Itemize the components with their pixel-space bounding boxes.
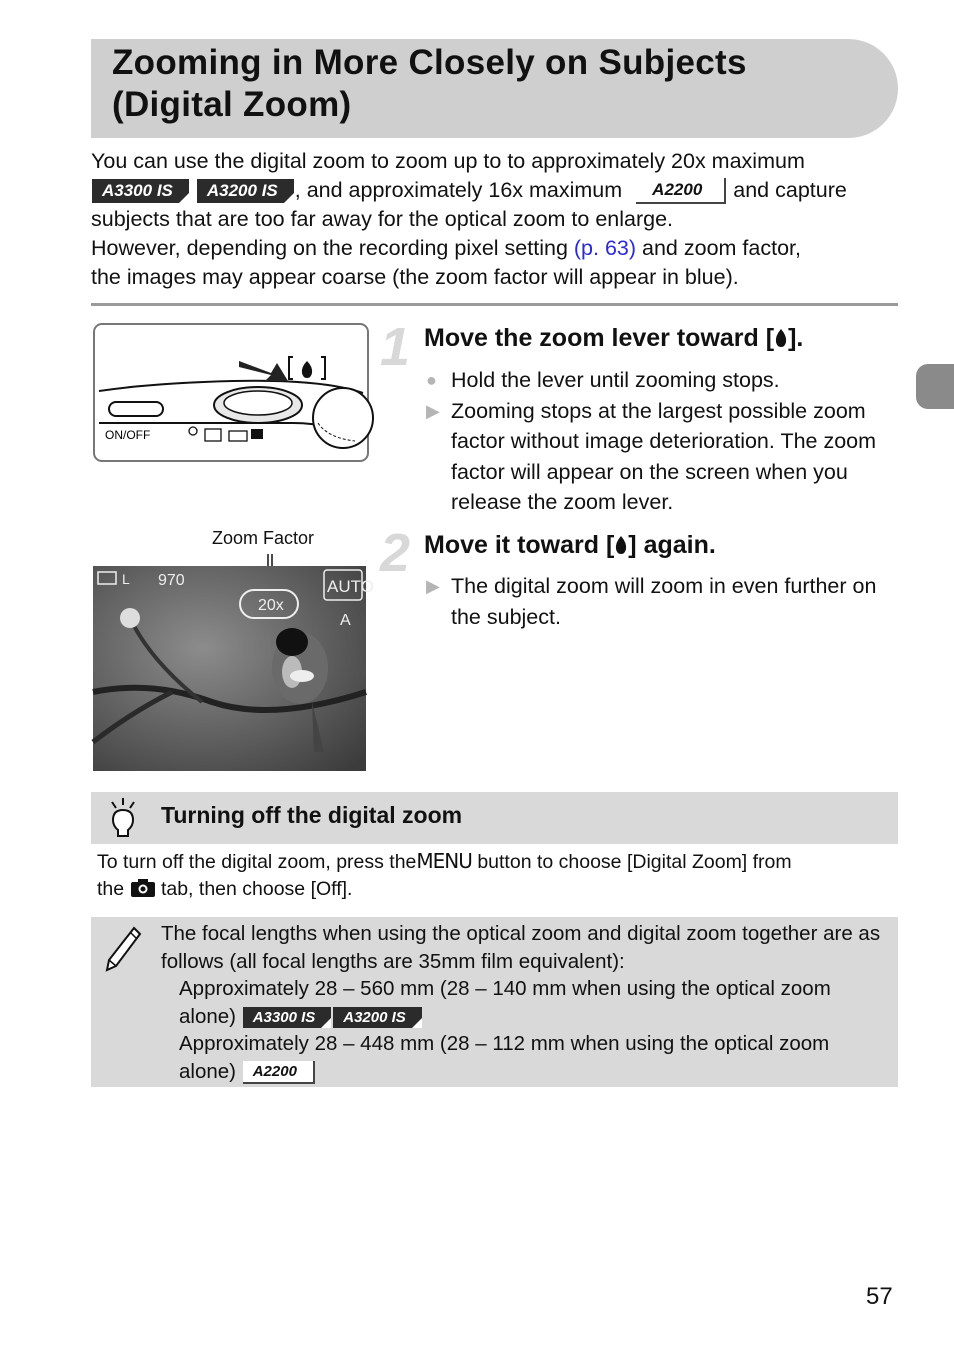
section-divider [91,303,898,306]
page-title [112,42,872,126]
step-1-heading-end: ]. [788,324,804,352]
tip-title: Turning off the digital zoom [161,802,463,828]
intro-line2-mid: , and approximately 16x maximum [294,178,623,202]
lightbulb-icon [108,796,138,840]
list-item: ▶ The digital zoom will zoom in even further on the subject. [424,571,899,632]
intro-line3: subjects that are too far away for the optical zoom to enlarge. [91,207,674,231]
intro-paragraph [91,147,901,292]
screen-zoom-factor: 20x [258,597,284,614]
model-badge-a2200: A2200 [636,178,726,204]
camera-icon [130,878,156,898]
intro-line5: the images may appear coarse (the zoom factor will appear in blue). [91,265,739,289]
mode-indicator: AUTO [327,577,374,596]
note-item-2: Approximately 28 – 448 mm (28 – 112 mm when using the optical zoom alone) A2200 [179,1032,830,1083]
page-number: 57 [866,1283,893,1310]
bullet-triangle-icon: ▶ [426,576,440,596]
flash-indicator: A [340,612,351,629]
title-line1: Zooming in More Closely on Subjects [112,43,747,82]
tip-body [97,848,897,903]
tip-line2: the tab, then choose [Off]. [97,878,353,900]
chapter-tab [916,364,954,409]
list-item: ▶ Zooming stops at the largest possible zoom factor without image deterioration. The zoom factor will appear on the screen when you release the zoom lever. [424,396,899,518]
step-2-number: 2 [380,523,411,583]
list-item: ● Hold the lever until zooming stops. [424,365,899,396]
telephoto-icon [614,535,628,555]
bullet-circle-icon: ● [426,370,437,390]
shot-count: 970 [158,572,185,589]
model-badge-a3300: A3300 IS [92,179,189,203]
camera-screen-illustration [92,552,374,772]
camera-top-illustration [93,323,369,463]
model-badge-a3200: A3200 IS [197,179,294,203]
step-2-heading [424,531,716,560]
intro-line2-end: and capture [733,178,847,202]
intro-line1: You can use the digital zoom to zoom up to to approximately 20x maximum [91,149,805,173]
model-badge-a3300: A3300 IS [243,1007,332,1028]
mode-dial [313,388,373,448]
intro-line4-end: and zoom factor, [642,236,801,260]
page-link[interactable]: (p. 63) [573,236,637,260]
intro-line4 [91,234,901,263]
model-badge-a2200: A2200 [243,1061,315,1084]
step-1-heading-text: Move the zoom lever toward [ [424,324,775,352]
zoom-factor-label: Zoom Factor [212,528,315,548]
step-1-number: 1 [380,317,411,377]
telephoto-icon [774,328,788,348]
note-item-1: Approximately 28 – 560 mm (28 – 140 mm when using the optical zoom alone) A3300 IS A3200 IS [179,977,831,1028]
title-line2: (Digital Zoom) [112,85,352,124]
step-2-heading-text: Move it toward [ [424,531,615,559]
pencil-icon [104,926,142,972]
note-text [161,920,891,1085]
step-1-heading [424,324,803,353]
menu-button-label: MENU [416,849,472,873]
model-badge-a3200: A3200 IS [333,1007,422,1028]
step-2-heading-end: ] again. [628,531,716,559]
camera-onoff-label: ON/OFF [105,428,151,442]
intro-line4-start: However, depending on the recording pixel setting [91,236,568,260]
step-2-bullets [424,571,899,632]
tip-line1: To turn off the digital zoom, press theMENU button to choose [Digital Zoom] from [97,849,792,873]
bullet-triangle-icon: ▶ [426,400,440,421]
svg-text:L: L [122,571,130,587]
intro-line2 [91,176,901,205]
step-1-bullets [424,365,899,518]
note-line1: The focal lengths when using the optical zoom and digital zoom together are as follows (all focal lengths are 35mm film equivalent): [161,922,881,973]
